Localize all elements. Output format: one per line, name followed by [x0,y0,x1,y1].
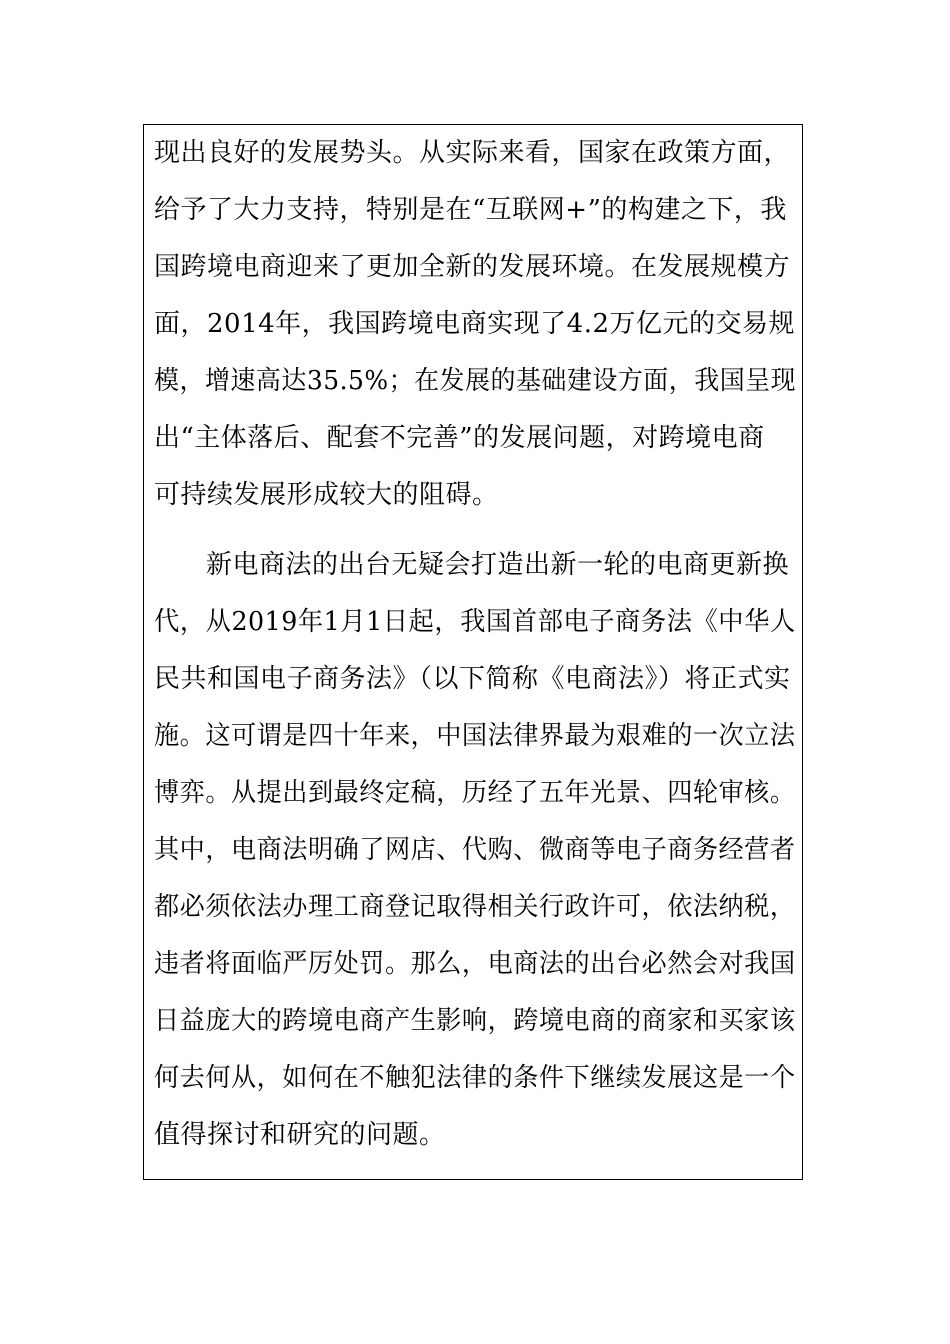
text-box [143,124,803,1180]
paragraph-2-line-10: 何去何从，如何在不触犯法律的条件下继续发展这是一个 [154,1063,796,1093]
paragraph-2-line-11: 值得探讨和研究的问题。 [154,1120,446,1150]
paragraph-1-line-7: 可持续发展形成较大的阻碍。 [154,480,499,510]
paragraph-1-line-1: 现出良好的发展势头。从实际来看，国家在政策方面， [154,138,791,168]
paragraph-2-line-8: 违者将面临严厉处罚。那么，电商法的出台必然会对我国 [154,949,796,979]
paragraph-2-line-7: 都必须依法办理工商登记取得相关行政许可，依法纳税， [154,892,796,922]
paragraph-1-line-4: 面，2014年，我国跨境电商实现了4.2万亿元的交易规 [154,309,796,339]
paragraph-1-line-5: 模，增速高达35.5%；在发展的基础建设方面，我国呈现 [154,366,797,396]
paragraph-2-line-1: 新电商法的出台无疑会打造出新一轮的电商更新换 [206,550,790,580]
paragraph-2-line-4: 施。这可谓是四十年来，中国法律界最为艰难的一次立法 [154,721,796,751]
paragraph-2-line-6: 其中，电商法明确了网店、代购、微商等电子商务经营者 [154,835,796,865]
paragraph-2-line-2: 代，从2019年1月1日起，我国首部电子商务法《中华人 [154,607,796,637]
paragraph-2-line-9: 日益庞大的跨境电商产生影响，跨境电商的商家和买家该 [154,1006,796,1036]
paragraph-2-line-3: 民共和国电子商务法》（以下简称《电商法》）将正式实 [154,664,791,694]
paragraph-1-line-3: 国跨境电商迎来了更加全新的发展环境。在发展规模方 [154,252,791,282]
paragraph-1-line-6: 出“主体落后、配套不完善”的发展问题，对跨境电商 [154,423,765,453]
paragraph-2-line-5: 博弈。从提出到最终定稿，历经了五年光景、四轮审核。 [154,778,796,808]
paragraph-1-line-2: 给予了大力支持，特别是在“互联网+”的构建之下，我 [154,195,787,225]
